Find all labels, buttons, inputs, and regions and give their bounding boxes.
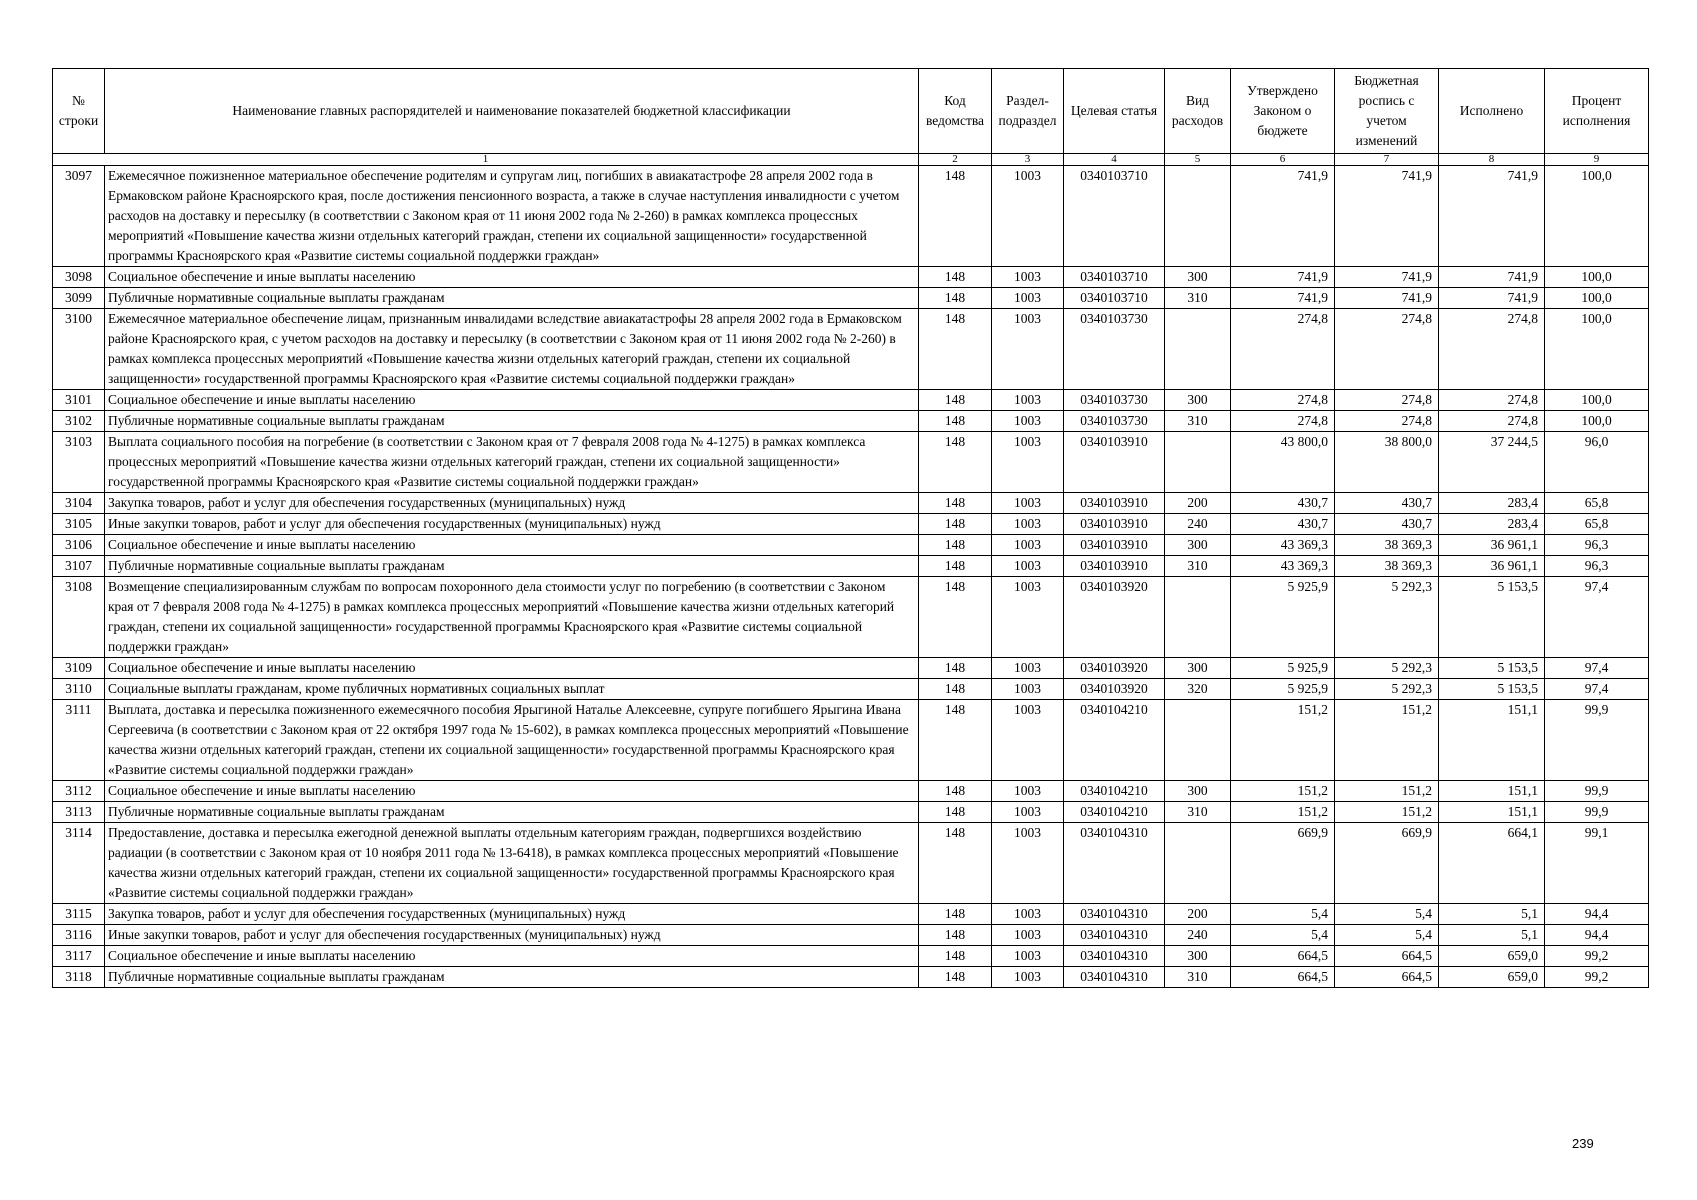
header-expense-type: Вид расходов (1165, 69, 1231, 154)
row-name: Публичные нормативные социальные выплаты гражданам (105, 556, 919, 577)
row-target: 0340104210 (1064, 700, 1165, 781)
table-row (53, 267, 1649, 288)
row-budget-list: 38 369,3 (1335, 535, 1439, 556)
table-row (53, 493, 1649, 514)
column-number: 1 (53, 154, 919, 166)
row-dept-code: 148 (919, 411, 992, 432)
row-approved: 741,9 (1231, 267, 1335, 288)
row-section: 1003 (992, 535, 1064, 556)
row-approved: 741,9 (1231, 288, 1335, 309)
table-row (53, 700, 1649, 781)
row-percent: 94,4 (1545, 925, 1649, 946)
row-executed: 151,1 (1439, 802, 1545, 823)
row-dept-code: 148 (919, 658, 992, 679)
row-approved: 741,9 (1231, 166, 1335, 267)
table-row (53, 679, 1649, 700)
row-section: 1003 (992, 925, 1064, 946)
row-dept-code: 148 (919, 309, 992, 390)
table-row (53, 166, 1649, 267)
row-expense-type: 320 (1165, 679, 1231, 700)
row-percent: 65,8 (1545, 493, 1649, 514)
row-expense-type: 310 (1165, 967, 1231, 988)
row-section: 1003 (992, 288, 1064, 309)
row-budget-list: 741,9 (1335, 166, 1439, 267)
row-percent: 97,4 (1545, 658, 1649, 679)
row-name: Публичные нормативные социальные выплаты гражданам (105, 288, 919, 309)
row-name: Иные закупки товаров, работ и услуг для обеспечения государственных (муниципальных) нужд (105, 514, 919, 535)
row-target: 0340103730 (1064, 309, 1165, 390)
row-dept-code: 148 (919, 166, 992, 267)
row-percent: 100,0 (1545, 390, 1649, 411)
row-name: Выплата, доставка и пересылка пожизненного ежемесячного пособия Ярыгиной Наталье Алексеевне, супруге погибшего Ярыгина Ивана Сергеевича (в соответствии с Законом края от 22 октября 1997 года № 15-602), в рамках комплекса процессных мероприятий «Повышение качества жизни отдельных категорий граждан, степени их социальной защищенности» государственной программы Красноярского края «Развитие системы социальной поддержки граждан» (105, 700, 919, 781)
row-budget-list: 38 369,3 (1335, 556, 1439, 577)
row-name: Публичные нормативные социальные выплаты гражданам (105, 967, 919, 988)
table-row (53, 904, 1649, 925)
row-approved: 151,2 (1231, 802, 1335, 823)
row-target: 0340104210 (1064, 802, 1165, 823)
row-section: 1003 (992, 802, 1064, 823)
row-number: 3108 (53, 577, 105, 658)
table-row (53, 390, 1649, 411)
row-percent: 99,9 (1545, 781, 1649, 802)
row-approved: 43 800,0 (1231, 432, 1335, 493)
row-number: 3099 (53, 288, 105, 309)
header-executed: Исполнено (1439, 69, 1545, 154)
row-dept-code: 148 (919, 390, 992, 411)
row-executed: 274,8 (1439, 309, 1545, 390)
row-budget-list: 664,5 (1335, 967, 1439, 988)
row-name: Выплата социального пособия на погребение (в соответствии с Законом края от 7 февраля 2008 года № 4-1275) в рамках комплекса процессных мероприятий «Повышение качества жизни отдельных категорий граждан, степени их социальной защищенности» государственной программы Красноярского края «Развитие системы социальной поддержки граждан» (105, 432, 919, 493)
budget-execution-table (52, 68, 1649, 988)
row-executed: 283,4 (1439, 493, 1545, 514)
row-approved: 274,8 (1231, 411, 1335, 432)
row-expense-type: 300 (1165, 390, 1231, 411)
row-budget-list: 151,2 (1335, 700, 1439, 781)
row-approved: 669,9 (1231, 823, 1335, 904)
column-number: 8 (1439, 154, 1545, 166)
row-name: Ежемесячное материальное обеспечение лицам, признанным инвалидами вследствие авиакатастрофы 28 апреля 2002 года в Ермаковском районе Красноярского края, с учетом расходов на доставку и пересылку (в соответствии с Законом края от 11 июня 2002 года № 2-260) в рамках комплекса процессных мероприятий «Повышение качества жизни отдельных категорий граждан, степени их социальной защищенности» государственной программы Красноярского края «Развитие системы социальной поддержки граждан» (105, 309, 919, 390)
row-name: Публичные нормативные социальные выплаты гражданам (105, 411, 919, 432)
row-dept-code: 148 (919, 535, 992, 556)
row-section: 1003 (992, 309, 1064, 390)
row-expense-type: 300 (1165, 535, 1231, 556)
row-target: 0340104310 (1064, 904, 1165, 925)
table-body (53, 166, 1649, 988)
row-expense-type: 200 (1165, 904, 1231, 925)
row-budget-list: 274,8 (1335, 390, 1439, 411)
row-name: Предоставление, доставка и пересылка ежегодной денежной выплаты отдельным категориям граждан, подвергшихся воздействию радиации (в соответствии с Законом края от 10 ноября 2011 года № 13-6418), в рамках комплекса процессных мероприятий «Повышение качества жизни отдельных категорий граждан, степени их социальной защищенности» государственной программы Красноярского края «Развитие системы социальной поддержки граждан» (105, 823, 919, 904)
row-percent: 96,3 (1545, 556, 1649, 577)
row-target: 0340104310 (1064, 946, 1165, 967)
column-number: 3 (992, 154, 1064, 166)
row-executed: 664,1 (1439, 823, 1545, 904)
row-expense-type: 240 (1165, 925, 1231, 946)
row-section: 1003 (992, 514, 1064, 535)
table-row (53, 781, 1649, 802)
row-dept-code: 148 (919, 925, 992, 946)
row-expense-type: 300 (1165, 781, 1231, 802)
row-target: 0340104210 (1064, 781, 1165, 802)
column-number: 5 (1165, 154, 1231, 166)
row-approved: 5 925,9 (1231, 577, 1335, 658)
row-number: 3097 (53, 166, 105, 267)
table-row (53, 288, 1649, 309)
row-executed: 36 961,1 (1439, 556, 1545, 577)
row-approved: 5 925,9 (1231, 658, 1335, 679)
row-expense-type (1165, 309, 1231, 390)
row-budget-list: 274,8 (1335, 411, 1439, 432)
row-approved: 43 369,3 (1231, 535, 1335, 556)
row-expense-type: 310 (1165, 411, 1231, 432)
row-name: Закупка товаров, работ и услуг для обеспечения государственных (муниципальных) нужд (105, 493, 919, 514)
row-expense-type: 300 (1165, 658, 1231, 679)
header-row (53, 69, 1649, 154)
row-budget-list: 38 800,0 (1335, 432, 1439, 493)
row-number: 3106 (53, 535, 105, 556)
row-dept-code: 148 (919, 288, 992, 309)
row-expense-type (1165, 700, 1231, 781)
row-percent: 96,3 (1545, 535, 1649, 556)
row-expense-type (1165, 166, 1231, 267)
row-dept-code: 148 (919, 267, 992, 288)
row-name: Социальное обеспечение и иные выплаты населению (105, 658, 919, 679)
row-section: 1003 (992, 411, 1064, 432)
row-number: 3117 (53, 946, 105, 967)
row-budget-list: 151,2 (1335, 781, 1439, 802)
row-number: 3103 (53, 432, 105, 493)
row-name: Иные закупки товаров, работ и услуг для обеспечения государственных (муниципальных) нужд (105, 925, 919, 946)
row-budget-list: 741,9 (1335, 267, 1439, 288)
row-number: 3107 (53, 556, 105, 577)
row-percent: 97,4 (1545, 679, 1649, 700)
row-approved: 151,2 (1231, 700, 1335, 781)
row-name: Социальное обеспечение и иные выплаты населению (105, 267, 919, 288)
column-number: 9 (1545, 154, 1649, 166)
row-target: 0340104310 (1064, 967, 1165, 988)
row-executed: 274,8 (1439, 390, 1545, 411)
row-dept-code: 148 (919, 967, 992, 988)
header-approved: Утверждено Законом о бюджете (1231, 69, 1335, 154)
row-percent: 65,8 (1545, 514, 1649, 535)
row-number: 3113 (53, 802, 105, 823)
row-approved: 664,5 (1231, 967, 1335, 988)
row-section: 1003 (992, 823, 1064, 904)
row-target: 0340103910 (1064, 493, 1165, 514)
column-number: 6 (1231, 154, 1335, 166)
row-percent: 100,0 (1545, 288, 1649, 309)
row-number: 3100 (53, 309, 105, 390)
row-percent: 99,2 (1545, 967, 1649, 988)
row-percent: 100,0 (1545, 166, 1649, 267)
header-target: Целевая статья (1064, 69, 1165, 154)
row-executed: 151,1 (1439, 700, 1545, 781)
row-number: 3098 (53, 267, 105, 288)
row-approved: 5,4 (1231, 925, 1335, 946)
header-percent: Процент исполнения (1545, 69, 1649, 154)
table-row (53, 967, 1649, 988)
row-approved: 5 925,9 (1231, 679, 1335, 700)
row-name: Социальное обеспечение и иные выплаты населению (105, 390, 919, 411)
header-row-no: № строки (53, 69, 105, 154)
row-dept-code: 148 (919, 946, 992, 967)
row-expense-type: 200 (1165, 493, 1231, 514)
row-number: 3111 (53, 700, 105, 781)
row-percent: 100,0 (1545, 411, 1649, 432)
header-section: Раздел-подраздел (992, 69, 1064, 154)
row-section: 1003 (992, 781, 1064, 802)
row-approved: 274,8 (1231, 390, 1335, 411)
row-approved: 274,8 (1231, 309, 1335, 390)
row-executed: 5,1 (1439, 904, 1545, 925)
row-approved: 664,5 (1231, 946, 1335, 967)
row-approved: 5,4 (1231, 904, 1335, 925)
row-section: 1003 (992, 700, 1064, 781)
row-expense-type: 300 (1165, 946, 1231, 967)
row-budget-list: 430,7 (1335, 493, 1439, 514)
row-expense-type: 300 (1165, 267, 1231, 288)
table-row (53, 411, 1649, 432)
row-section: 1003 (992, 967, 1064, 988)
row-section: 1003 (992, 390, 1064, 411)
row-budget-list: 274,8 (1335, 309, 1439, 390)
column-number: 7 (1335, 154, 1439, 166)
row-target: 0340103910 (1064, 432, 1165, 493)
header-name: Наименование главных распорядителей и наименование показателей бюджетной классификации (105, 69, 919, 154)
row-expense-type (1165, 577, 1231, 658)
row-budget-list: 669,9 (1335, 823, 1439, 904)
row-name: Социальное обеспечение и иные выплаты населению (105, 535, 919, 556)
row-budget-list: 5,4 (1335, 925, 1439, 946)
row-dept-code: 148 (919, 802, 992, 823)
row-budget-list: 5 292,3 (1335, 658, 1439, 679)
row-executed: 5 153,5 (1439, 658, 1545, 679)
row-dept-code: 148 (919, 493, 992, 514)
row-executed: 741,9 (1439, 166, 1545, 267)
row-section: 1003 (992, 556, 1064, 577)
row-expense-type (1165, 823, 1231, 904)
row-section: 1003 (992, 267, 1064, 288)
table-row (53, 802, 1649, 823)
row-target: 0340103710 (1064, 267, 1165, 288)
row-percent: 94,4 (1545, 904, 1649, 925)
row-dept-code: 148 (919, 577, 992, 658)
row-percent: 100,0 (1545, 309, 1649, 390)
row-section: 1003 (992, 946, 1064, 967)
table-row (53, 946, 1649, 967)
row-target: 0340103920 (1064, 577, 1165, 658)
row-section: 1003 (992, 432, 1064, 493)
table-row (53, 925, 1649, 946)
table-row (53, 658, 1649, 679)
page-number: 239 (1572, 1136, 1594, 1151)
row-percent: 96,0 (1545, 432, 1649, 493)
row-executed: 659,0 (1439, 967, 1545, 988)
row-target: 0340104310 (1064, 925, 1165, 946)
row-expense-type: 310 (1165, 556, 1231, 577)
row-executed: 151,1 (1439, 781, 1545, 802)
row-budget-list: 741,9 (1335, 288, 1439, 309)
table-row (53, 556, 1649, 577)
row-section: 1003 (992, 658, 1064, 679)
row-name: Закупка товаров, работ и услуг для обеспечения государственных (муниципальных) нужд (105, 904, 919, 925)
row-percent: 99,2 (1545, 946, 1649, 967)
row-section: 1003 (992, 166, 1064, 267)
row-approved: 151,2 (1231, 781, 1335, 802)
row-name: Социальные выплаты гражданам, кроме публичных нормативных социальных выплат (105, 679, 919, 700)
row-percent: 97,4 (1545, 577, 1649, 658)
row-dept-code: 148 (919, 700, 992, 781)
row-executed: 5 153,5 (1439, 679, 1545, 700)
header-budget-list: Бюджетная роспись с учетом изменений (1335, 69, 1439, 154)
row-approved: 430,7 (1231, 514, 1335, 535)
row-approved: 43 369,3 (1231, 556, 1335, 577)
table-row (53, 577, 1649, 658)
row-dept-code: 148 (919, 514, 992, 535)
table-row (53, 823, 1649, 904)
row-target: 0340103920 (1064, 679, 1165, 700)
row-number: 3114 (53, 823, 105, 904)
row-approved: 430,7 (1231, 493, 1335, 514)
row-number: 3102 (53, 411, 105, 432)
row-dept-code: 148 (919, 904, 992, 925)
row-budget-list: 664,5 (1335, 946, 1439, 967)
row-target: 0340103710 (1064, 166, 1165, 267)
row-number: 3110 (53, 679, 105, 700)
row-dept-code: 148 (919, 556, 992, 577)
row-target: 0340103920 (1064, 658, 1165, 679)
row-number: 3115 (53, 904, 105, 925)
row-executed: 37 244,5 (1439, 432, 1545, 493)
row-target: 0340103910 (1064, 514, 1165, 535)
row-dept-code: 148 (919, 679, 992, 700)
row-percent: 99,9 (1545, 802, 1649, 823)
row-number: 3116 (53, 925, 105, 946)
row-budget-list: 5 292,3 (1335, 577, 1439, 658)
column-number: 4 (1064, 154, 1165, 166)
row-number: 3104 (53, 493, 105, 514)
row-name: Ежемесячное пожизненное материальное обеспечение родителям и супругам лиц, погибших в авиакатастрофе 28 апреля 2002 года в Ермаковском районе Красноярского края, после достижения пенсионного возраста, а также в случае наступления инвалидности с учетом расходов на доставку и пересылку (в соответствии с Законом края от 11 июня 2002 года № 2-260) в рамках комплекса процессных мероприятий «Повышение качества жизни отдельных категорий граждан, степени их социальной защищенности» государственной программы Красноярского края «Развитие системы социальной поддержки граждан» (105, 166, 919, 267)
column-number: 2 (919, 154, 992, 166)
header-dept-code: Код ведомства (919, 69, 992, 154)
row-section: 1003 (992, 577, 1064, 658)
row-budget-list: 5,4 (1335, 904, 1439, 925)
row-executed: 36 961,1 (1439, 535, 1545, 556)
row-target: 0340103710 (1064, 288, 1165, 309)
table-row (53, 432, 1649, 493)
row-target: 0340103910 (1064, 556, 1165, 577)
row-number: 3112 (53, 781, 105, 802)
row-name: Социальное обеспечение и иные выплаты населению (105, 781, 919, 802)
row-expense-type (1165, 432, 1231, 493)
row-percent: 99,1 (1545, 823, 1649, 904)
row-target: 0340103730 (1064, 390, 1165, 411)
row-number: 3109 (53, 658, 105, 679)
row-executed: 741,9 (1439, 288, 1545, 309)
row-target: 0340104310 (1064, 823, 1165, 904)
row-target: 0340103730 (1064, 411, 1165, 432)
row-section: 1003 (992, 904, 1064, 925)
row-executed: 274,8 (1439, 411, 1545, 432)
table-row (53, 514, 1649, 535)
row-name: Публичные нормативные социальные выплаты гражданам (105, 802, 919, 823)
row-expense-type: 240 (1165, 514, 1231, 535)
row-executed: 741,9 (1439, 267, 1545, 288)
row-budget-list: 151,2 (1335, 802, 1439, 823)
row-executed: 5,1 (1439, 925, 1545, 946)
row-number: 3118 (53, 967, 105, 988)
row-percent: 100,0 (1545, 267, 1649, 288)
table-row (53, 309, 1649, 390)
row-executed: 659,0 (1439, 946, 1545, 967)
row-executed: 5 153,5 (1439, 577, 1545, 658)
row-expense-type: 310 (1165, 802, 1231, 823)
row-budget-list: 5 292,3 (1335, 679, 1439, 700)
row-dept-code: 148 (919, 781, 992, 802)
row-number: 3101 (53, 390, 105, 411)
row-name: Социальное обеспечение и иные выплаты населению (105, 946, 919, 967)
column-number-row (53, 154, 1649, 166)
row-dept-code: 148 (919, 823, 992, 904)
row-target: 0340103910 (1064, 535, 1165, 556)
row-section: 1003 (992, 493, 1064, 514)
row-budget-list: 430,7 (1335, 514, 1439, 535)
table-row (53, 535, 1649, 556)
row-dept-code: 148 (919, 432, 992, 493)
row-number: 3105 (53, 514, 105, 535)
row-expense-type: 310 (1165, 288, 1231, 309)
row-executed: 283,4 (1439, 514, 1545, 535)
row-name: Возмещение специализированным службам по вопросам похоронного дела стоимости услуг по погребению (в соответствии с Законом края от 7 февраля 2008 года № 4-1275) в рамках комплекса процессных мероприятий «Повышение качества жизни отдельных категорий граждан, степени их социальной защищенности» государственной программы Красноярского края «Развитие системы социальной поддержки граждан» (105, 577, 919, 658)
row-percent: 99,9 (1545, 700, 1649, 781)
row-section: 1003 (992, 679, 1064, 700)
